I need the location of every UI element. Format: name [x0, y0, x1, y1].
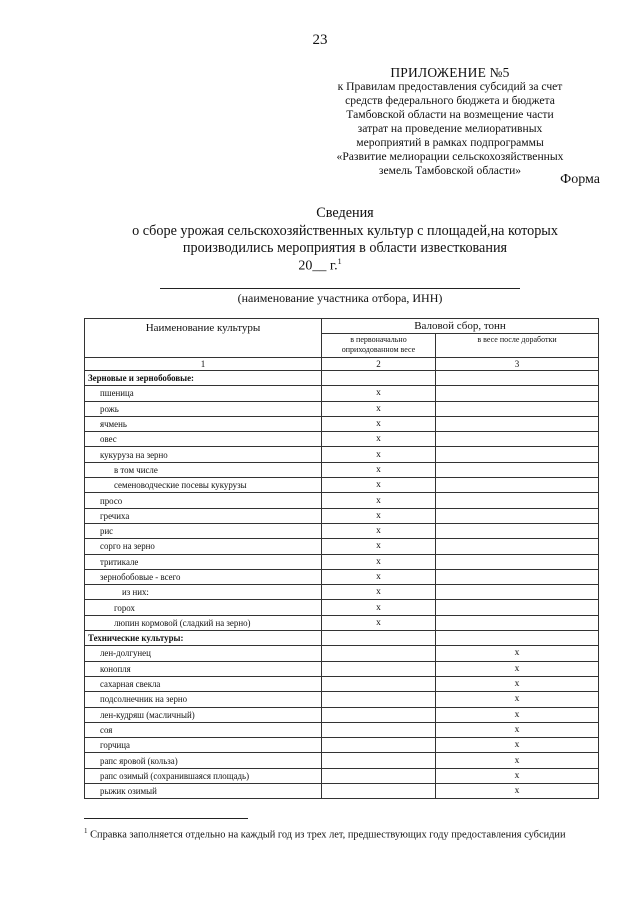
after-processing-cell: х: [436, 722, 599, 737]
after-processing-cell: [436, 447, 599, 462]
initial-weight-cell: х: [322, 523, 436, 538]
table-row: [85, 493, 599, 508]
appendix-line: мероприятий в рамках подпрограммы: [356, 136, 544, 149]
table-row: [85, 585, 599, 600]
table-row: [85, 386, 599, 401]
header-gross-harvest: Валовой сбор, тонн: [322, 319, 599, 334]
crop-name: подсолнечник на зерно: [85, 692, 322, 707]
table-row: [85, 401, 599, 416]
after-processing-cell: [436, 432, 599, 447]
crop-name: зернобобовые - всего: [85, 569, 322, 584]
after-processing-cell: х: [436, 661, 599, 676]
appendix-line: земель Тамбовской области»: [378, 164, 522, 177]
appendix-block: [300, 66, 600, 178]
initial-weight-cell: [322, 646, 436, 661]
table-section-row: [85, 631, 599, 646]
after-processing-cell: х: [436, 646, 599, 661]
crop-name: соя: [85, 722, 322, 737]
initial-weight-cell: [322, 738, 436, 753]
table-row: [85, 753, 599, 768]
header-initial-weight: в первоначально оприходованном весе: [322, 334, 436, 358]
table-row: [85, 600, 599, 615]
crop-name: рыжик озимый: [85, 784, 322, 799]
after-processing-cell: [436, 631, 599, 646]
initial-weight-cell: [322, 722, 436, 737]
after-processing-cell: х: [436, 768, 599, 783]
title-line: о сборе урожая сельскохозяйственных культур с площадей,на которых: [132, 222, 558, 239]
initial-weight-cell: х: [322, 569, 436, 584]
after-processing-cell: х: [436, 707, 599, 722]
column-number: 3: [436, 358, 599, 371]
initial-weight-cell: х: [322, 386, 436, 401]
footnote-separator: [84, 818, 248, 819]
header-crop-name: Наименование культуры: [85, 319, 322, 358]
section-label: Технические культуры:: [85, 631, 322, 646]
after-processing-cell: [436, 401, 599, 416]
initial-weight-cell: х: [322, 493, 436, 508]
initial-weight-cell: х: [322, 447, 436, 462]
initial-weight-cell: х: [322, 585, 436, 600]
crop-name: горчица: [85, 738, 322, 753]
year-footnote-mark: 1: [337, 257, 342, 266]
after-processing-cell: [436, 386, 599, 401]
after-processing-cell: [436, 478, 599, 493]
crop-rows: [85, 371, 599, 799]
footnote-mark: 1: [84, 827, 88, 835]
table-row: [85, 539, 599, 554]
after-processing-cell: [436, 554, 599, 569]
crop-name: лен-кудряш (масличный): [85, 707, 322, 722]
footnote-text: Справка заполняется отдельно на каждый год из трех лет, предшествующих году предоставления субсидии: [87, 829, 566, 841]
appendix-line: «Развитие мелиорации сельскохозяйственных: [336, 150, 564, 163]
table-row: [85, 646, 599, 661]
initial-weight-cell: х: [322, 462, 436, 477]
table-row: [85, 676, 599, 691]
after-processing-cell: [436, 523, 599, 538]
initial-weight-cell: [322, 707, 436, 722]
crop-name: просо: [85, 493, 322, 508]
initial-weight-cell: х: [322, 539, 436, 554]
initial-weight-cell: [322, 753, 436, 768]
crop-name: рапс яровой (кольза): [85, 753, 322, 768]
crop-name: сорго на зерно: [85, 539, 322, 554]
appendix-line: затрат на проведение мелиоративных: [357, 122, 543, 135]
initial-weight-cell: [322, 661, 436, 676]
initial-weight-cell: [322, 371, 436, 386]
after-processing-cell: [436, 493, 599, 508]
initial-weight-cell: [322, 768, 436, 783]
table-row: [85, 508, 599, 523]
after-processing-cell: [436, 508, 599, 523]
column-number: 1: [85, 358, 322, 371]
header-after-processing: в весе после доработки: [436, 334, 599, 358]
table-row: [85, 738, 599, 753]
crop-name: в том числе: [85, 462, 322, 477]
page-number: 23: [312, 32, 328, 48]
initial-weight-cell: [322, 692, 436, 707]
initial-weight-cell: х: [322, 615, 436, 630]
table-row: [85, 615, 599, 630]
table-row: [85, 722, 599, 737]
crop-name: тритикале: [85, 554, 322, 569]
table-row: [85, 432, 599, 447]
table-row: [85, 447, 599, 462]
footnote: [84, 824, 600, 842]
participant-caption: (наименование участника отбора, ИНН): [237, 291, 443, 305]
table-row: [85, 569, 599, 584]
initial-weight-cell: х: [322, 416, 436, 431]
table-row: [85, 416, 599, 431]
initial-weight-cell: х: [322, 600, 436, 615]
crop-name: рапс озимый (сохранившаяся площадь): [85, 768, 322, 783]
section-label: Зерновые и зернобобовые:: [85, 371, 322, 386]
report-year: [0, 257, 640, 275]
after-processing-cell: [436, 615, 599, 630]
appendix-line: средств федерального бюджета и бюджета: [345, 94, 555, 107]
appendix-title: ПРИЛОЖЕНИЕ №5: [390, 65, 510, 80]
crop-name: ячмень: [85, 416, 322, 431]
crop-name: пшеница: [85, 386, 322, 401]
table-row: [85, 768, 599, 783]
table-row: [85, 707, 599, 722]
after-processing-cell: х: [436, 753, 599, 768]
crop-name: рис: [85, 523, 322, 538]
form-label: Форма: [560, 172, 600, 187]
document-title: [60, 205, 630, 258]
appendix-line: Тамбовской области на возмещение части: [346, 108, 554, 121]
initial-weight-cell: [322, 631, 436, 646]
initial-weight-cell: х: [322, 401, 436, 416]
crop-name: овес: [85, 432, 322, 447]
crop-harvest-table: [84, 318, 599, 799]
table-row: [85, 523, 599, 538]
table-row: [85, 784, 599, 799]
after-processing-cell: х: [436, 676, 599, 691]
initial-weight-cell: [322, 784, 436, 799]
crop-name: сахарная свекла: [85, 676, 322, 691]
after-processing-cell: [436, 569, 599, 584]
title-line: производились мероприятия в области известкования: [182, 240, 508, 256]
initial-weight-cell: х: [322, 508, 436, 523]
after-processing-cell: [436, 539, 599, 554]
crop-name: рожь: [85, 401, 322, 416]
table-row: [85, 478, 599, 493]
crop-name: кукуруза на зерно: [85, 447, 322, 462]
title-line: Сведения: [316, 205, 374, 221]
appendix-line: к Правилам предоставления субсидий за счет: [337, 80, 563, 93]
initial-weight-cell: х: [322, 478, 436, 493]
after-processing-cell: [436, 600, 599, 615]
after-processing-cell: х: [436, 738, 599, 753]
crop-name: горох: [85, 600, 322, 615]
crop-name: лен-долгунец: [85, 646, 322, 661]
crop-name: гречиха: [85, 508, 322, 523]
after-processing-cell: [436, 416, 599, 431]
initial-weight-cell: х: [322, 432, 436, 447]
after-processing-cell: [436, 371, 599, 386]
table-row: [85, 692, 599, 707]
year-text: 20__ г.: [298, 258, 338, 274]
crop-name: семеноводческие посевы кукурузы: [85, 478, 322, 493]
participant-name-line: [160, 288, 520, 289]
table-row: [85, 462, 599, 477]
after-processing-cell: [436, 462, 599, 477]
after-processing-cell: [436, 585, 599, 600]
after-processing-cell: х: [436, 692, 599, 707]
column-number: 2: [322, 358, 436, 371]
crop-name: из них:: [85, 585, 322, 600]
crop-name: конопля: [85, 661, 322, 676]
initial-weight-cell: [322, 676, 436, 691]
after-processing-cell: х: [436, 784, 599, 799]
table-section-row: [85, 371, 599, 386]
table-row: [85, 554, 599, 569]
table-row: [85, 661, 599, 676]
crop-name: люпин кормовой (сладкий на зерно): [85, 615, 322, 630]
initial-weight-cell: х: [322, 554, 436, 569]
